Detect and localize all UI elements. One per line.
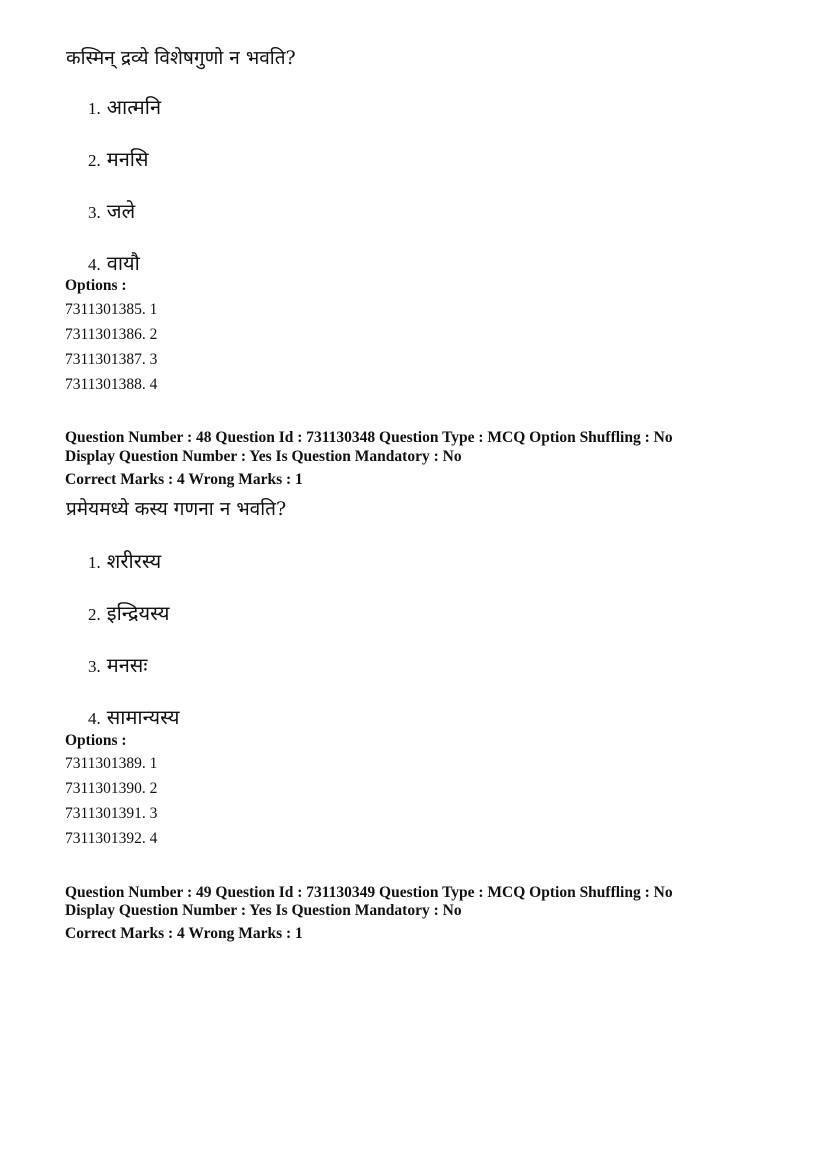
choice-4 [88,704,179,732]
option-id: 7311301388. 4 [65,376,158,393]
question-48-text: प्रमेयमध्ये कस्य गणना न भवति? [66,498,287,520]
choice-text: मनसि [106,147,149,171]
option-id: 7311301387. 3 [65,351,158,368]
question-48-meta-line2: Display Question Number : Yes Is Question Mandatory : No [65,448,462,465]
choice-2 [88,600,170,628]
option-id: 7311301391. 3 [65,805,158,822]
question-49-meta-line2: Display Question Number : Yes Is Question Mandatory : No [65,902,462,919]
choice-number: 2. [88,605,101,624]
choice-number: 1. [88,99,101,118]
choice-number: 1. [88,553,101,572]
option-id: 7311301389. 1 [65,755,158,772]
choice-1 [88,548,161,576]
choice-2 [88,146,149,174]
choice-4 [88,250,140,278]
choice-3 [88,652,147,680]
question-49-marks: Correct Marks : 4 Wrong Marks : 1 [65,925,303,942]
choice-number: 4. [88,709,101,728]
question-47-text: कस्मिन् द्रव्ये विशेषगुणो न भवति? [66,47,296,69]
choice-text: शरीरस्य [106,549,162,573]
option-id: 7311301385. 1 [65,301,158,318]
choice-number: 3. [88,203,101,222]
option-id: 7311301392. 4 [65,830,158,847]
question-49-meta-line1: Question Number : 49 Question Id : 731130349 Question Type : MCQ Option Shuffling : No [65,884,673,901]
options-label: Options : [65,277,127,294]
choice-text: सामान्यस्य [106,705,180,729]
options-label: Options : [65,732,127,749]
choice-text: जले [106,199,136,223]
choice-text: मनसः [106,653,148,677]
choice-text: इन्द्रियस्य [106,601,170,625]
question-48-marks: Correct Marks : 4 Wrong Marks : 1 [65,471,303,488]
choice-number: 4. [88,255,101,274]
choice-1 [88,94,161,122]
choice-number: 2. [88,151,101,170]
choice-3 [88,198,135,226]
option-id: 7311301390. 2 [65,780,158,797]
choice-number: 3. [88,657,101,676]
question-48-meta-line1: Question Number : 48 Question Id : 731130348 Question Type : MCQ Option Shuffling : No [65,429,673,446]
choice-text: वायौ [106,251,140,275]
choice-text: आत्मनि [106,95,162,119]
option-id: 7311301386. 2 [65,326,158,343]
